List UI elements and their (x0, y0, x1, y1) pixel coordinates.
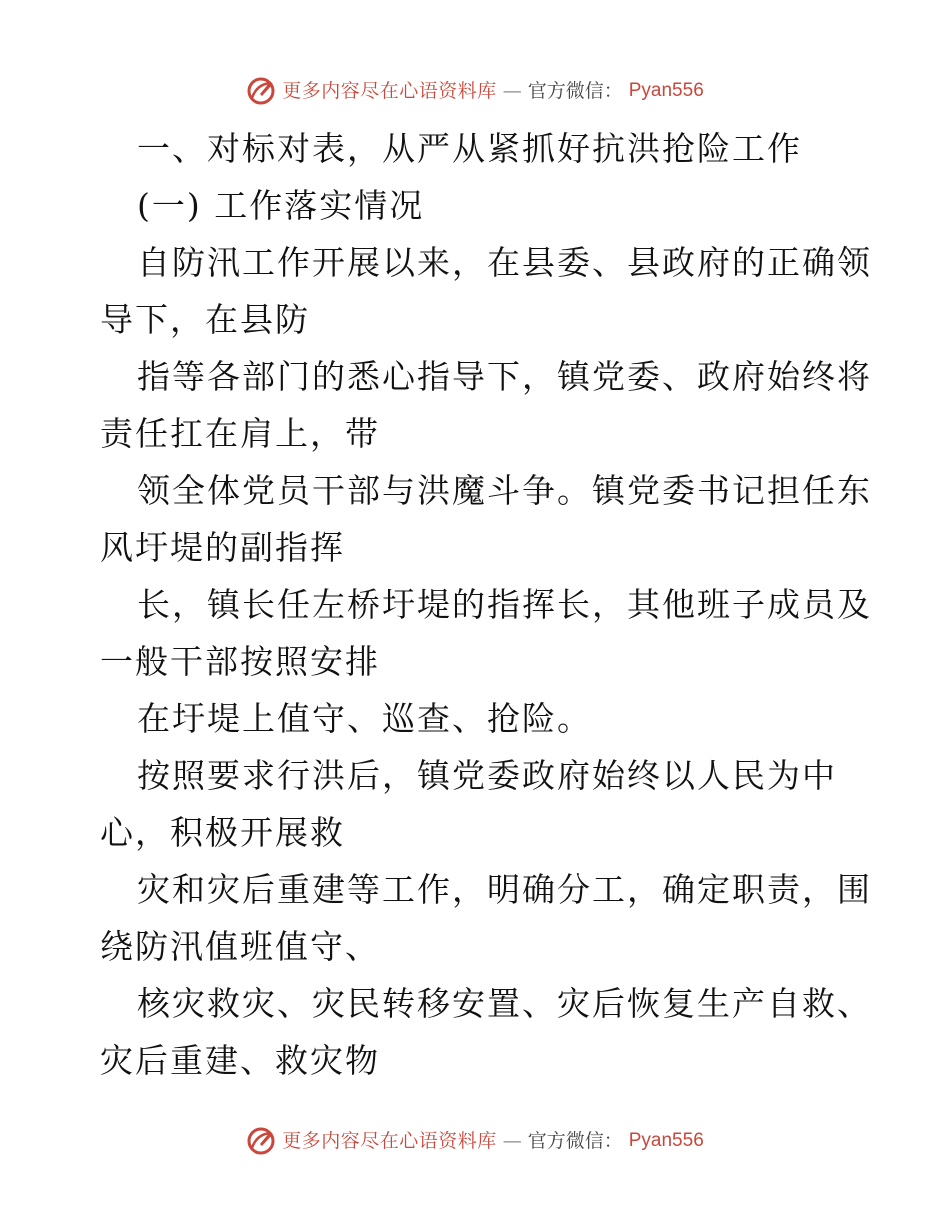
paragraph-line: 自防汛工作开展以来，在县委、县政府的正确领 (137, 243, 872, 282)
paragraph-line: 一般干部按照安排 (100, 642, 380, 681)
subsection-heading: (一) 工作落实情况 (137, 186, 425, 225)
logo-icon (246, 76, 276, 106)
paragraph-line: 灾和灾后重建等工作，明确分工，确定职责，围 (137, 870, 872, 909)
banner-text: 更多内容尽在心语资料库 (282, 80, 497, 102)
paragraph-line: 风圩堤的副指挥 (100, 528, 345, 567)
banner-label: 官方微信： (527, 80, 623, 102)
paragraph-line: 责任扛在肩上，带 (100, 414, 380, 453)
logo-icon (246, 1126, 276, 1156)
paragraph-line: 在圩堤上值守、巡查、抢险。 (137, 699, 592, 738)
banner-text: 更多内容尽在心语资料库 (282, 1130, 497, 1152)
paragraph-line: 按照要求行洪后，镇党委政府始终以人民为中 (137, 756, 837, 795)
footer-banner (0, 1126, 950, 1156)
paragraph-line: 心，积极开展救 (100, 813, 345, 852)
paragraph-line: 指等各部门的悉心指导下，镇党委、政府始终将 (137, 357, 872, 396)
banner-dash: — (502, 1130, 522, 1152)
paragraph-line: 领全体党员干部与洪魔斗争。镇党委书记担任东 (137, 471, 872, 510)
paragraph-line: 导下，在县防 (100, 300, 310, 339)
paragraph-line: 核灾救灾、灾民转移安置、灾后恢复生产自救、 (137, 984, 872, 1023)
header-banner (0, 76, 950, 106)
banner-dash: — (502, 80, 522, 102)
banner-wechat-id: Pyan556 (628, 1130, 704, 1151)
banner-label: 官方微信： (527, 1130, 623, 1152)
paragraph-line: 灾后重建、救灾物 (100, 1041, 380, 1080)
paragraph-line: 绕防汛值班值守、 (100, 927, 380, 966)
section-heading: 一、对标对表，从严从紧抓好抗洪抢险工作 (137, 129, 802, 168)
banner-wechat-id: Pyan556 (628, 80, 704, 101)
paragraph-line: 长，镇长任左桥圩堤的指挥长，其他班子成员及 (137, 585, 872, 624)
document-body (100, 120, 872, 1089)
